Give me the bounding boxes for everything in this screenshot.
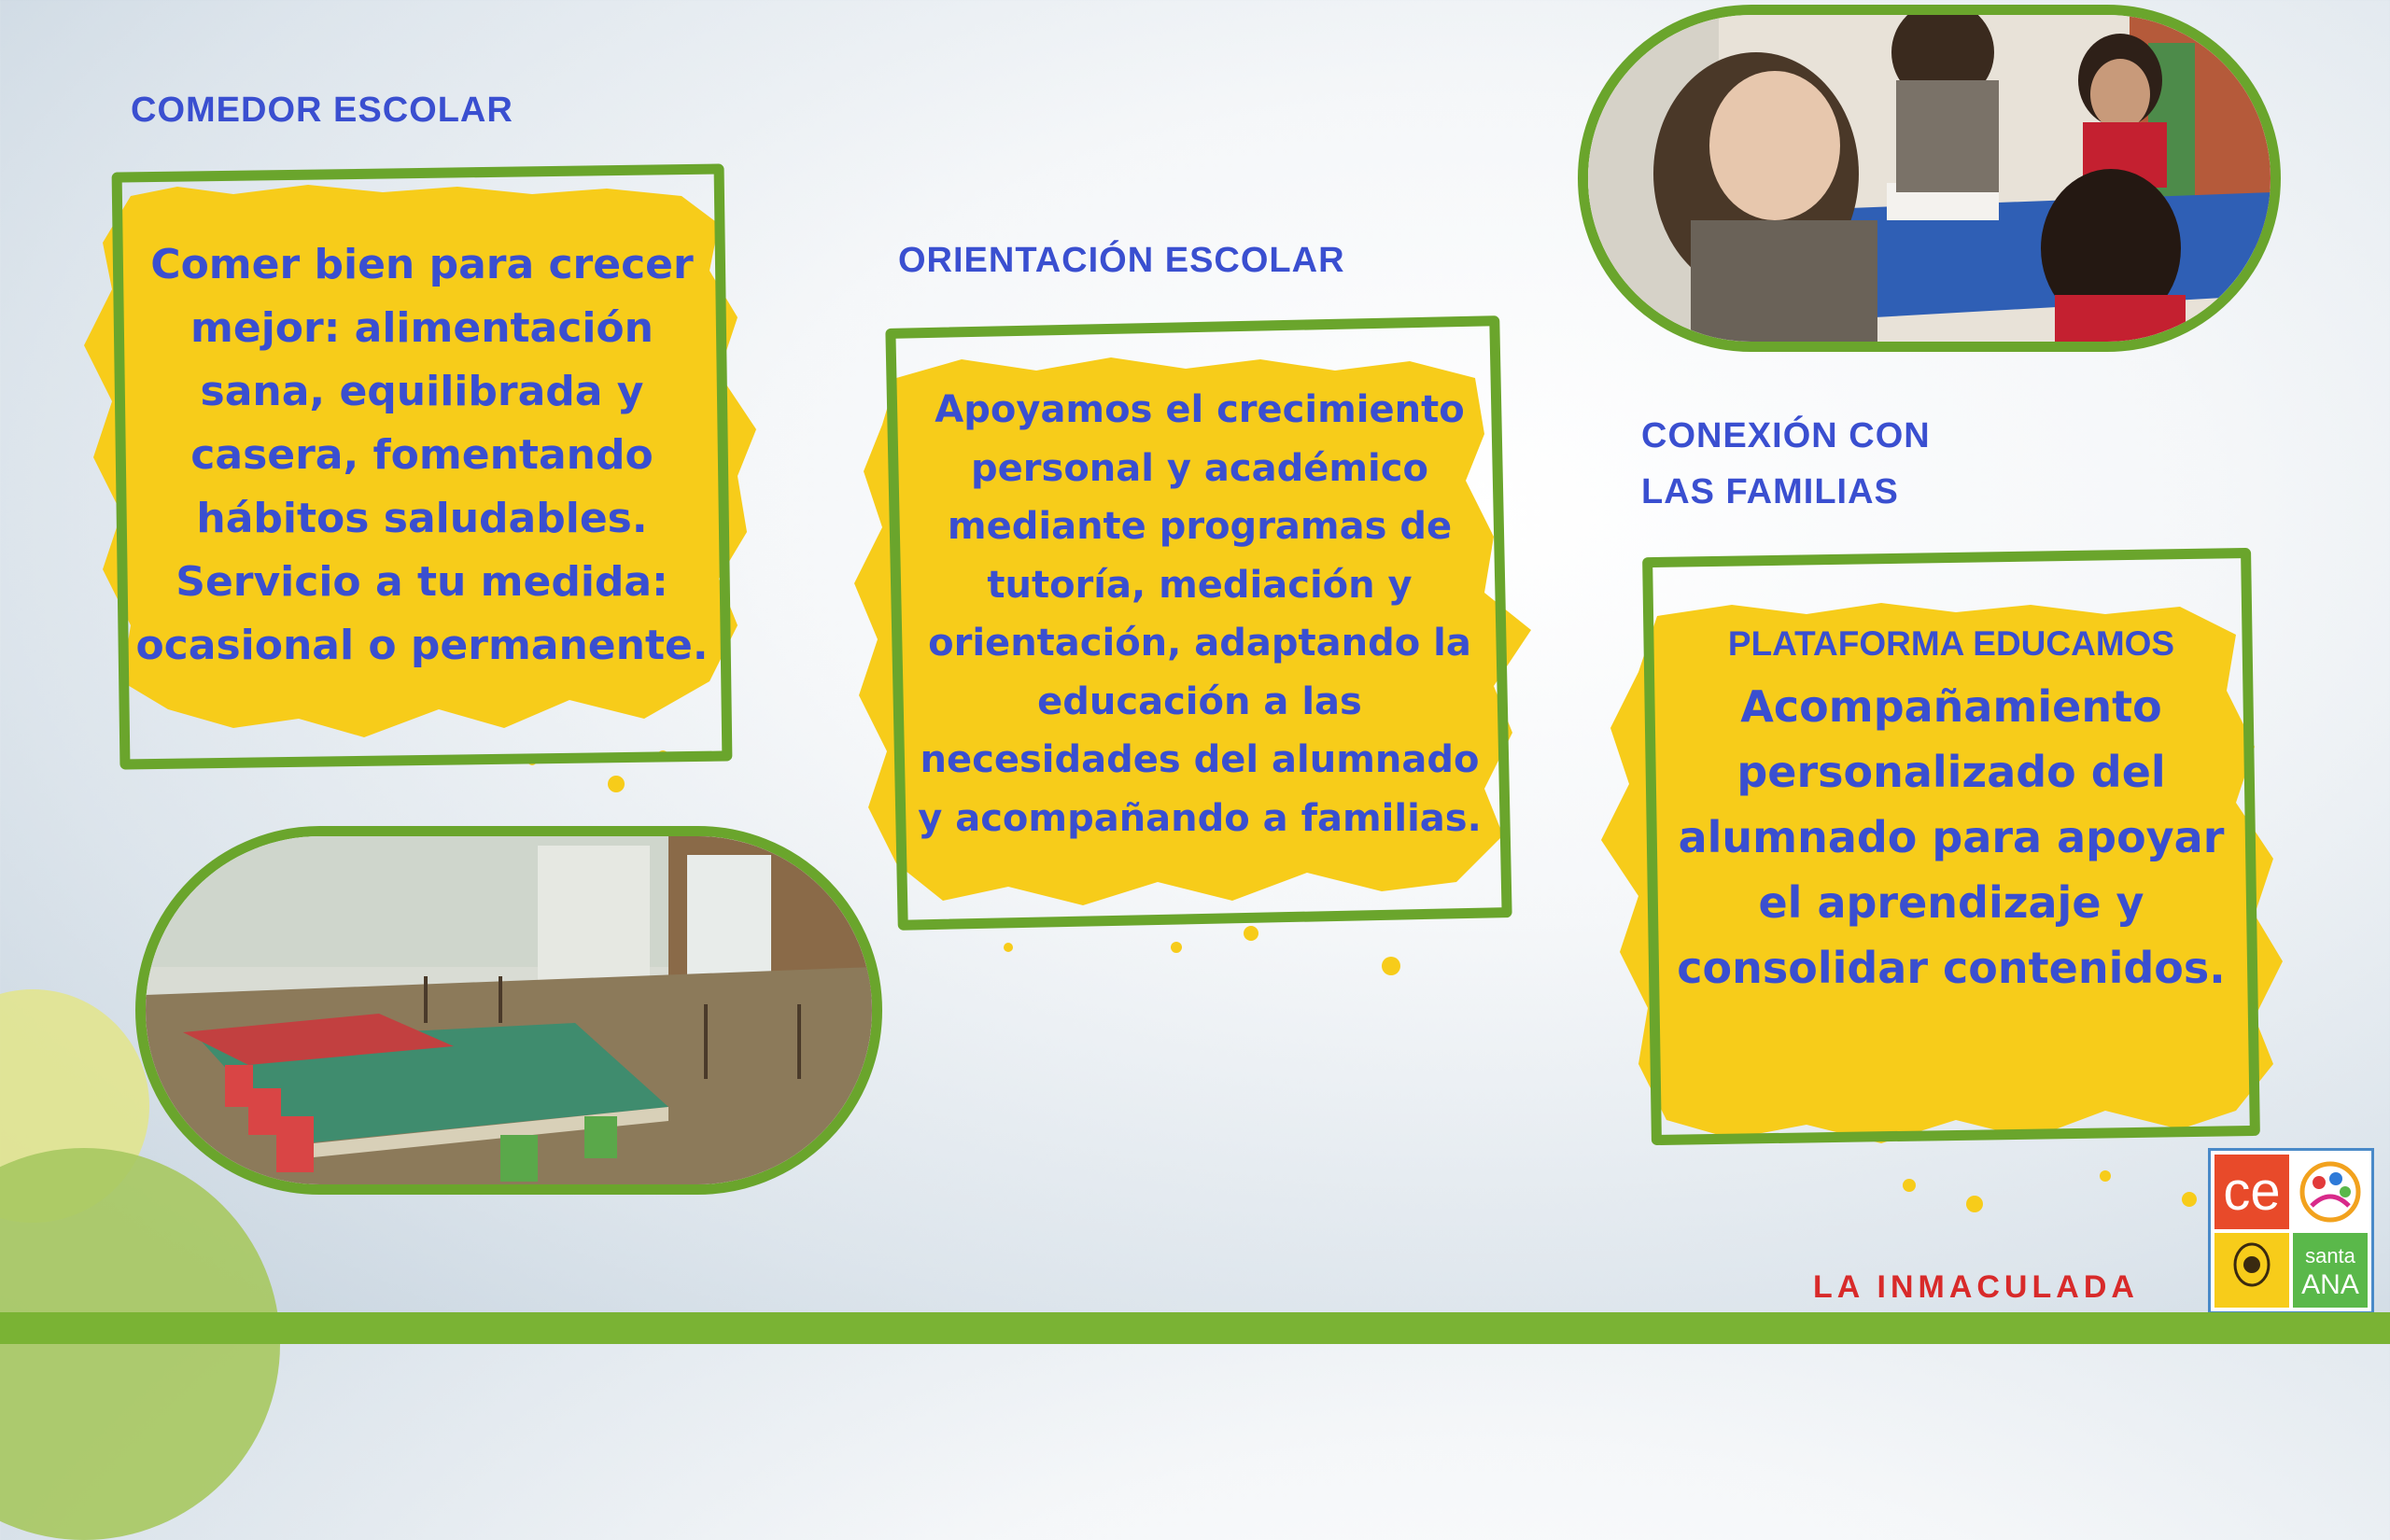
heading-familias — [1641, 408, 1931, 520]
text-line: el aprendizaje y — [1758, 877, 2144, 928]
text-line: consolidar contenidos. — [1677, 943, 2226, 993]
text-line: Comer bien para crecer — [150, 241, 694, 288]
heading-familias-line: CONEXIÓN CON — [1641, 416, 1931, 455]
text-familias — [1652, 674, 2250, 1001]
text-line: personal y académico — [971, 446, 1428, 490]
text-line: mejor: alimentación — [190, 304, 654, 352]
text-line: orientación, adaptando la — [928, 622, 1471, 665]
brand-name: LA INMACULADA — [1813, 1269, 2139, 1305]
logo-people-icon — [2293, 1155, 2368, 1229]
tutoring-photo — [1578, 5, 2281, 352]
text-line: sana, equilibrada y — [200, 368, 644, 415]
text-line: casera, fomentando — [190, 431, 654, 479]
text-line: tutoría, mediación y — [987, 563, 1413, 607]
heading-familias-line: LAS FAMILIAS — [1641, 472, 1899, 511]
text-line: mediante programas de — [947, 505, 1453, 548]
text-line: y acompañando a familias. — [918, 796, 1482, 840]
tutoring-image — [1588, 15, 2272, 343]
dining-room-image — [146, 836, 874, 1186]
logo-ce-tile: ce — [2214, 1155, 2289, 1229]
text-line: personalizado del — [1736, 747, 2166, 797]
text-line: Apoyamos el crecimiento — [935, 388, 1465, 431]
logo-santa-ana-tile — [2293, 1233, 2368, 1308]
logo-santa-text: santa — [2305, 1244, 2355, 1267]
text-line: educación a las — [1037, 679, 1362, 723]
school-logo — [2208, 1148, 2374, 1314]
dining-room-photo — [135, 826, 882, 1195]
text-comedor — [129, 233, 715, 678]
text-line: hábitos saludables. — [196, 495, 648, 542]
text-line: necesidades del alumnado — [920, 738, 1480, 781]
logo-seal-tile — [2214, 1233, 2289, 1308]
logo-ana-text: ANA — [2301, 1269, 2359, 1300]
text-line: alumnado para apoyar — [1678, 812, 2225, 862]
heading-comedor: COMEDOR ESCOLAR — [131, 91, 513, 130]
text-line: Acompañamiento — [1740, 681, 2162, 732]
bottom-bar — [0, 1312, 2390, 1344]
subheading-familias: PLATAFORMA EDUCAMOS — [1727, 624, 2175, 663]
text-line: ocasional o permanente. — [135, 622, 709, 669]
heading-orientacion: ORIENTACIÓN ESCOLAR — [898, 241, 1345, 280]
text-orientacion — [896, 381, 1503, 847]
decor-circle-green — [0, 1148, 280, 1540]
text-line: Servicio a tu medida: — [176, 558, 668, 606]
